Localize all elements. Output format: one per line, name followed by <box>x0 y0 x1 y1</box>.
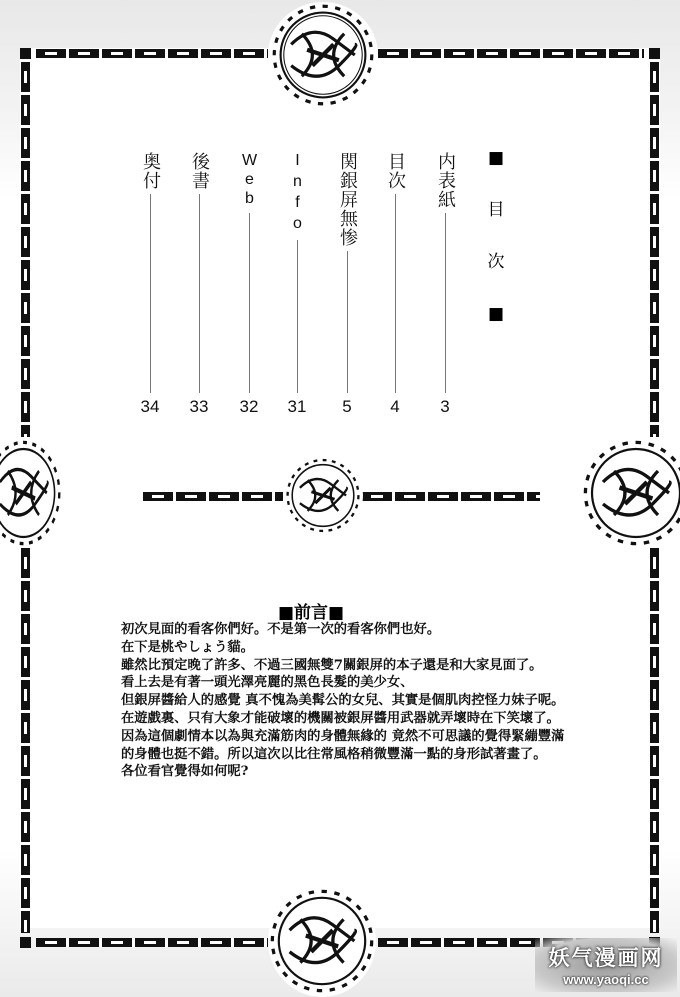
preface-body <box>121 621 591 781</box>
toc-entry-page: 5 <box>342 397 352 416</box>
toc-entry-page: 33 <box>189 397 209 416</box>
toc-entry-page: 3 <box>440 397 450 416</box>
toc-heading-char-1: 目 <box>487 200 505 220</box>
toc-entry[interactable] <box>287 152 307 417</box>
preface-line: 初次見面的看客你們好。不是第一次的看客你們也好。 <box>121 622 441 637</box>
leader-line <box>347 251 348 393</box>
watermark <box>535 938 677 992</box>
toc-entry[interactable] <box>435 152 455 417</box>
toc-heading-mark-top: ■ <box>487 148 505 168</box>
frame-top-left-bar <box>36 49 268 58</box>
toc-heading <box>484 150 508 323</box>
phoenix-medallion-icon <box>283 457 363 534</box>
leader-line <box>249 213 250 393</box>
frame-left-bottom-bar <box>21 548 30 933</box>
toc-entry-label: 奥付 <box>140 152 161 190</box>
divider-right-bar <box>362 492 540 501</box>
preface-line: 但銀屏醬給人的感覺 真不愧為美髯公的女兒、其實是個肌肉控怪力妹子呢。 <box>121 693 565 709</box>
frame-right-bottom-bar <box>650 548 659 933</box>
preface-line: 雖然比預定晚了許多、不過三國無雙7關銀屏的本子還是和大家見面了。 <box>121 657 543 673</box>
frame-bottom-left-bar <box>36 938 268 947</box>
toc-entry-page: 32 <box>239 397 259 416</box>
phoenix-medallion-icon <box>268 885 376 997</box>
toc-heading-char-2: 次 <box>487 252 505 272</box>
toc-entry[interactable] <box>140 152 160 417</box>
preface-line: 在遊戲裏、只有大象才能破壞的機關被銀屏醬用武器就弄壞時在下笑壞了。 <box>121 710 560 726</box>
phoenix-medallion-icon <box>0 438 78 548</box>
toc-entry-page: 31 <box>287 397 307 416</box>
divider-left-bar <box>143 492 283 501</box>
preface-line: 的身體也挺不錯。所以這次以比往常風格稍微豐滿一點的身形試著畫了。 <box>121 746 547 762</box>
leader-line <box>297 240 298 393</box>
leader-line <box>395 194 396 393</box>
leader-line <box>150 194 151 393</box>
frame-corner-bottom-left <box>20 937 31 948</box>
toc-entry-label: 関銀屏無惨 <box>337 152 358 247</box>
phoenix-medallion-icon <box>268 2 378 108</box>
leader-line <box>445 213 446 393</box>
frame-corner-top-right <box>649 48 660 59</box>
preface-title: ■前言■ <box>278 603 345 623</box>
preface-line: 因為這個劇情本以為與充滿筋肉的身體無緣的 竟然不可思議的覺得緊繃豐滿 <box>121 728 565 744</box>
frame-corner-top-left <box>20 48 31 59</box>
toc-entry-label: 目次 <box>385 152 406 190</box>
leader-line <box>199 194 200 393</box>
toc-entry[interactable] <box>239 152 259 417</box>
toc-heading-mark-bottom: ■ <box>487 304 505 324</box>
preface-line: 各位看官覺得如何呢? <box>121 764 249 780</box>
toc-entry-label: Web <box>241 152 258 209</box>
frame-top-right-bar <box>378 49 644 58</box>
watermark-url: www.yaoqi.cc <box>563 972 649 987</box>
watermark-site-name: 妖气漫画网 <box>548 945 664 970</box>
frame-left-top-bar <box>21 62 30 437</box>
toc-entry[interactable] <box>189 152 209 417</box>
toc-entry[interactable] <box>337 152 357 417</box>
frame-right-top-bar <box>650 62 659 437</box>
phoenix-medallion-icon <box>570 438 680 548</box>
toc-entry[interactable] <box>385 152 405 417</box>
preface-line: 看上去是有著一頭光澤亮麗的黑色長髮的美少女、 <box>121 675 414 691</box>
toc-entry-label: 後書 <box>189 152 210 190</box>
toc-entry-label: Info <box>289 152 306 236</box>
toc-entry-page: 34 <box>140 397 160 416</box>
toc-entry-label: 内表紙 <box>435 152 456 209</box>
toc-entry-page: 4 <box>390 397 400 416</box>
preface-line: 在下是桃やしょう貓。 <box>121 639 254 655</box>
